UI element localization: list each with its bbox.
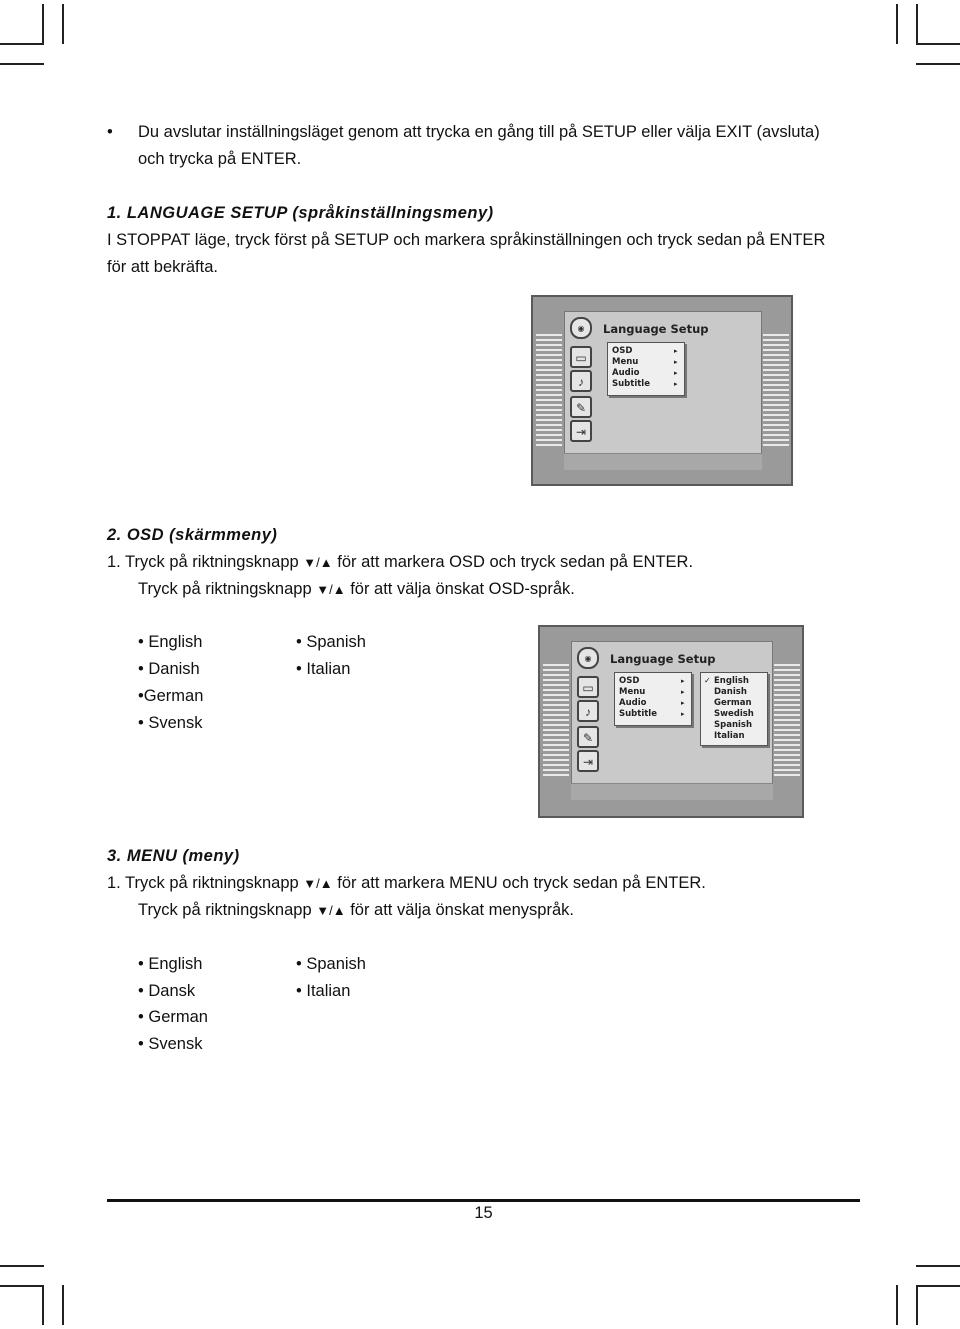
language-menu [614, 672, 692, 726]
menu-item-audio: Audio [612, 368, 640, 378]
section-1-line-1: I STOPPAT läge, tryck först på SETUP och markera språkinställningen och tryck sedan på ENTER [107, 231, 826, 249]
arrow-right-icon: ▸ [674, 370, 678, 377]
arrow-right-icon: ▸ [674, 359, 678, 366]
submenu-item-italian: Italian [714, 731, 745, 741]
list-item: • Svensk [138, 1035, 203, 1053]
exit-icon: ⇥ [570, 420, 592, 442]
section-1-line-2: för att bekräfta. [107, 258, 218, 276]
menu-item-audio: Audio [619, 698, 647, 708]
section-3-step-2: Tryck på riktningsknapp ▼/▲ för att välja önskat menyspråk. [138, 901, 574, 919]
intro-bullet: • [107, 123, 113, 141]
language-menu [607, 342, 685, 396]
arrow-down-up-icon: ▼/▲ [316, 582, 346, 597]
screen-title: Language Setup [610, 652, 716, 666]
list-item: • German [138, 1008, 208, 1026]
menu-item-subtitle: Subtitle [612, 379, 650, 389]
list-item: • Svensk [138, 714, 203, 732]
intro-line-1: Du avslutar inställningsläget genom att trycka en gång till på SETUP eller välja EXIT (avsluta) [138, 123, 820, 141]
wrench-icon: ✎ [577, 726, 599, 748]
section-2-step-2: Tryck på riktningsknapp ▼/▲ för att välja önskat OSD-språk. [138, 580, 575, 598]
arrow-down-up-icon: ▼/▲ [316, 903, 346, 918]
arrow-down-up-icon: ▼/▲ [303, 876, 333, 891]
menu-item-menu: Menu [619, 687, 646, 697]
submenu-item-english: English [714, 676, 749, 686]
list-item: • Dansk [138, 982, 196, 1000]
submenu-item-german: German [714, 698, 752, 708]
section-1-heading: 1. LANGUAGE SETUP (språkinställningsmeny) [107, 204, 494, 222]
intro-line-2: och trycka på ENTER. [138, 150, 302, 168]
list-item: • Danish [138, 660, 200, 678]
list-item: • English [138, 633, 203, 651]
arrow-down-up-icon: ▼/▲ [303, 555, 333, 570]
arrow-right-icon: ▸ [681, 689, 685, 696]
section-3-step-1: 1. Tryck på riktningsknapp ▼/▲ för att markera MENU och tryck sedan på ENTER. [107, 874, 706, 892]
tv-icon: ▭ [570, 346, 592, 368]
menu-item-menu: Menu [612, 357, 639, 367]
submenu-item-spanish: Spanish [714, 720, 753, 730]
submenu-item-swedish: Swedish [714, 709, 754, 719]
list-item: •German [138, 687, 204, 705]
arrow-right-icon: ▸ [681, 678, 685, 685]
list-item: • Italian [296, 982, 351, 1000]
footer-rule [107, 1199, 860, 1202]
arrow-right-icon: ▸ [681, 700, 685, 707]
section-2-step-1: 1. Tryck på riktningsknapp ▼/▲ för att markera OSD och tryck sedan på ENTER. [107, 553, 694, 571]
tv-icon: ▭ [577, 676, 599, 698]
audio-icon: ♪ [570, 370, 592, 392]
disc-icon: ◉ [570, 317, 592, 339]
osd-language-screen [538, 625, 804, 818]
disc-icon: ◉ [577, 647, 599, 669]
check-icon: ✓ [704, 676, 711, 685]
list-item: • Spanish [296, 955, 366, 973]
section-3-heading: 3. MENU (meny) [107, 847, 240, 865]
menu-item-osd: OSD [619, 676, 640, 686]
language-setup-screen [531, 295, 793, 486]
list-item: • Spanish [296, 633, 366, 651]
arrow-right-icon: ▸ [674, 348, 678, 355]
arrow-right-icon: ▸ [674, 381, 678, 388]
arrow-right-icon: ▸ [681, 711, 685, 718]
list-item: • Italian [296, 660, 351, 678]
wrench-icon: ✎ [570, 396, 592, 418]
page-number: 15 [474, 1204, 493, 1222]
screen-title: Language Setup [603, 322, 709, 336]
list-item: • English [138, 955, 203, 973]
audio-icon: ♪ [577, 700, 599, 722]
exit-icon: ⇥ [577, 750, 599, 772]
osd-language-submenu [700, 672, 768, 746]
menu-item-subtitle: Subtitle [619, 709, 657, 719]
submenu-item-danish: Danish [714, 687, 747, 697]
section-2-heading: 2. OSD (skärmmeny) [107, 526, 278, 544]
menu-item-osd: OSD [612, 346, 633, 356]
